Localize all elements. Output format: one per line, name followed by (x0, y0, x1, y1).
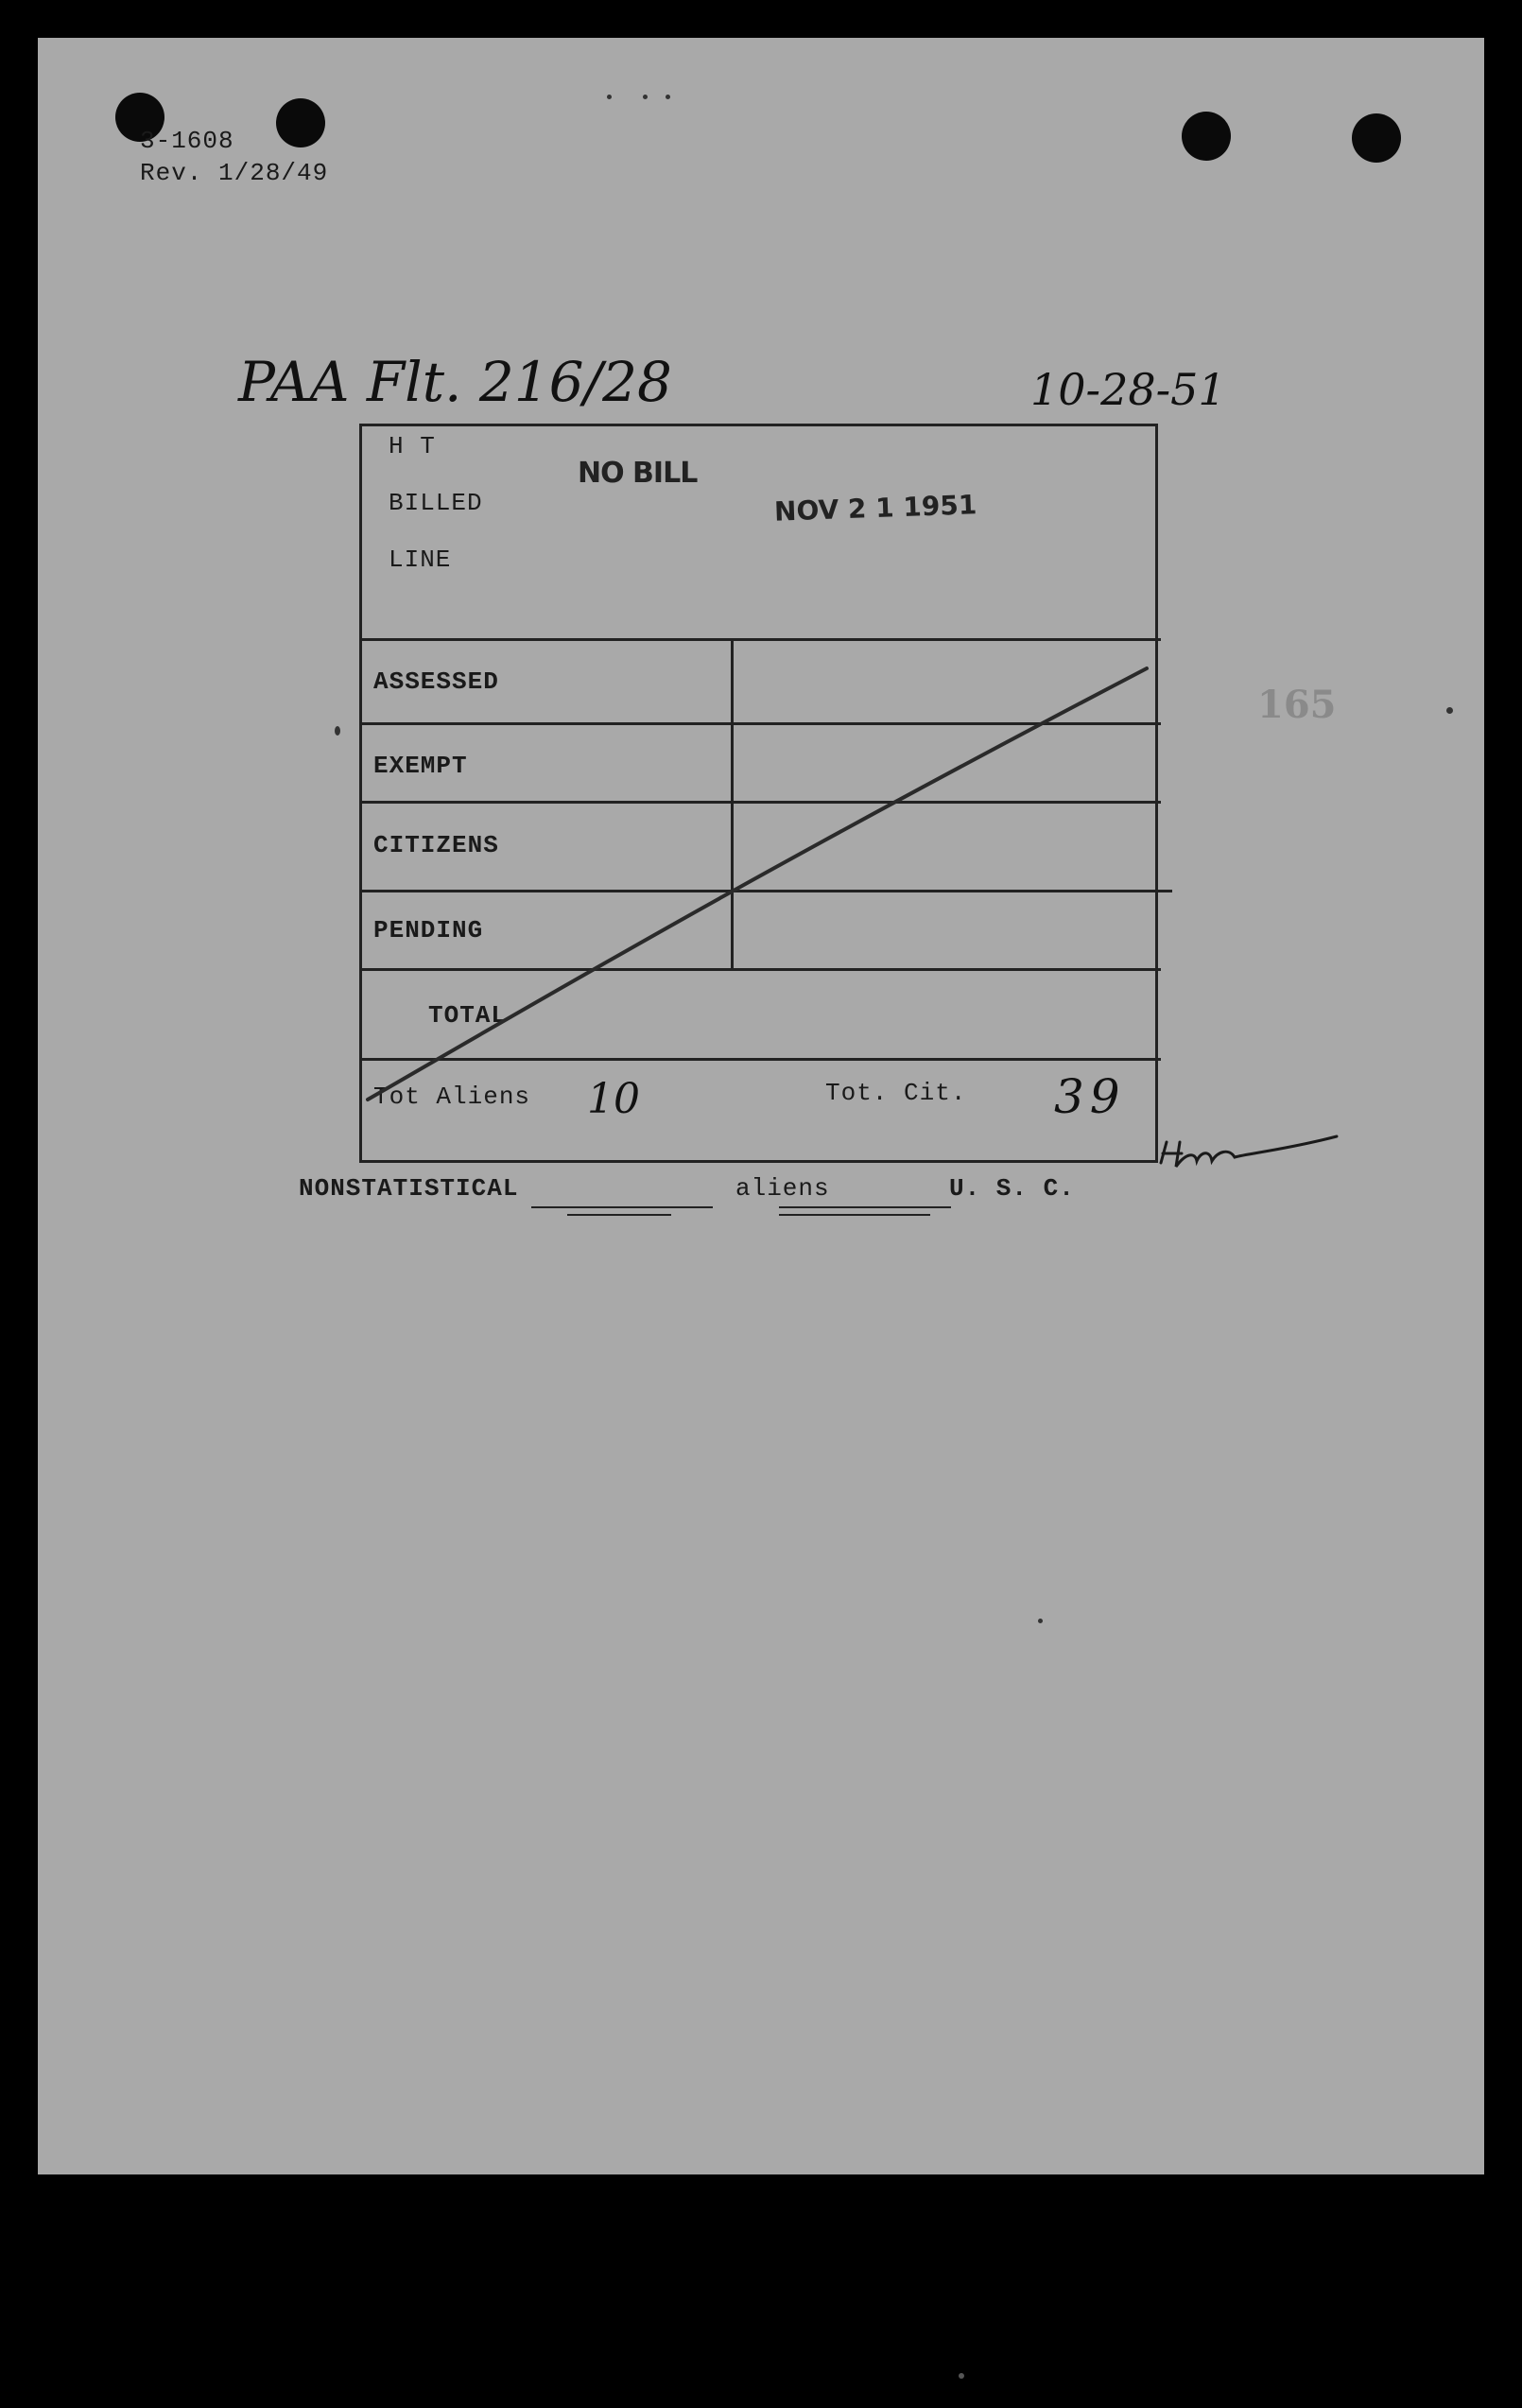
tot-cit-value: 39 (1054, 1069, 1126, 1124)
date-handwriting: 10-28-51 (1030, 364, 1226, 415)
punch-hole-2 (276, 98, 325, 147)
label-exempt: EXEMPT (373, 752, 468, 780)
column-divider (731, 638, 734, 971)
aliens-blank-2 (779, 1214, 930, 1216)
label-tot-cit: Tot. Cit. (825, 1079, 967, 1107)
no-bill-stamp: NO BILL (578, 457, 698, 490)
divider-citizens (359, 890, 1172, 892)
divider-total (359, 1058, 1161, 1061)
aliens-label: aliens (735, 1174, 830, 1203)
label-citizens: CITIZENS (373, 831, 499, 859)
nonstatistical-label: NONSTATISTICAL (299, 1174, 519, 1203)
label-total: TOTAL (428, 1001, 508, 1030)
document-page (38, 38, 1484, 2174)
punch-hole-3 (1182, 112, 1231, 161)
label-assessed: ASSESSED (373, 667, 499, 696)
speck-2 (1038, 1619, 1043, 1623)
label-ht: H T (389, 432, 436, 460)
divider-pending (359, 968, 1161, 971)
strike-line-path (368, 668, 1147, 1100)
speck-3 (607, 95, 612, 99)
flight-handwriting: PAA Flt. 216/28 (238, 350, 672, 414)
tot-aliens-value: 10 (587, 1075, 640, 1123)
strike-line (362, 426, 1161, 1166)
speck-bottom (959, 2373, 964, 2379)
divider-top-section (359, 638, 1161, 641)
divider-exempt (359, 801, 1161, 804)
speck-5 (666, 95, 670, 99)
punch-hole-4 (1352, 113, 1401, 163)
speck-1 (1446, 707, 1453, 714)
aliens-blank (779, 1206, 951, 1208)
date-stamp: NOV 2 1 1951 (773, 489, 977, 528)
form-table (359, 424, 1158, 1163)
form-number: 3-1608 (140, 127, 234, 155)
form-revision: Rev. 1/28/49 (140, 159, 329, 187)
divider-assessed (359, 722, 1161, 725)
initials-scribble (1153, 1125, 1342, 1191)
label-tot-aliens: Tot Aliens (373, 1083, 531, 1111)
nonstatistical-blank-2 (567, 1214, 671, 1216)
page-number: 165 (1257, 683, 1337, 727)
speck-4 (643, 95, 648, 99)
label-billed: BILLED (389, 489, 483, 517)
label-line: LINE (389, 546, 452, 574)
usc-label: U. S. C. (949, 1174, 1075, 1203)
label-pending: PENDING (373, 916, 484, 944)
speck-6 (335, 726, 340, 736)
nonstatistical-blank (531, 1206, 713, 1208)
